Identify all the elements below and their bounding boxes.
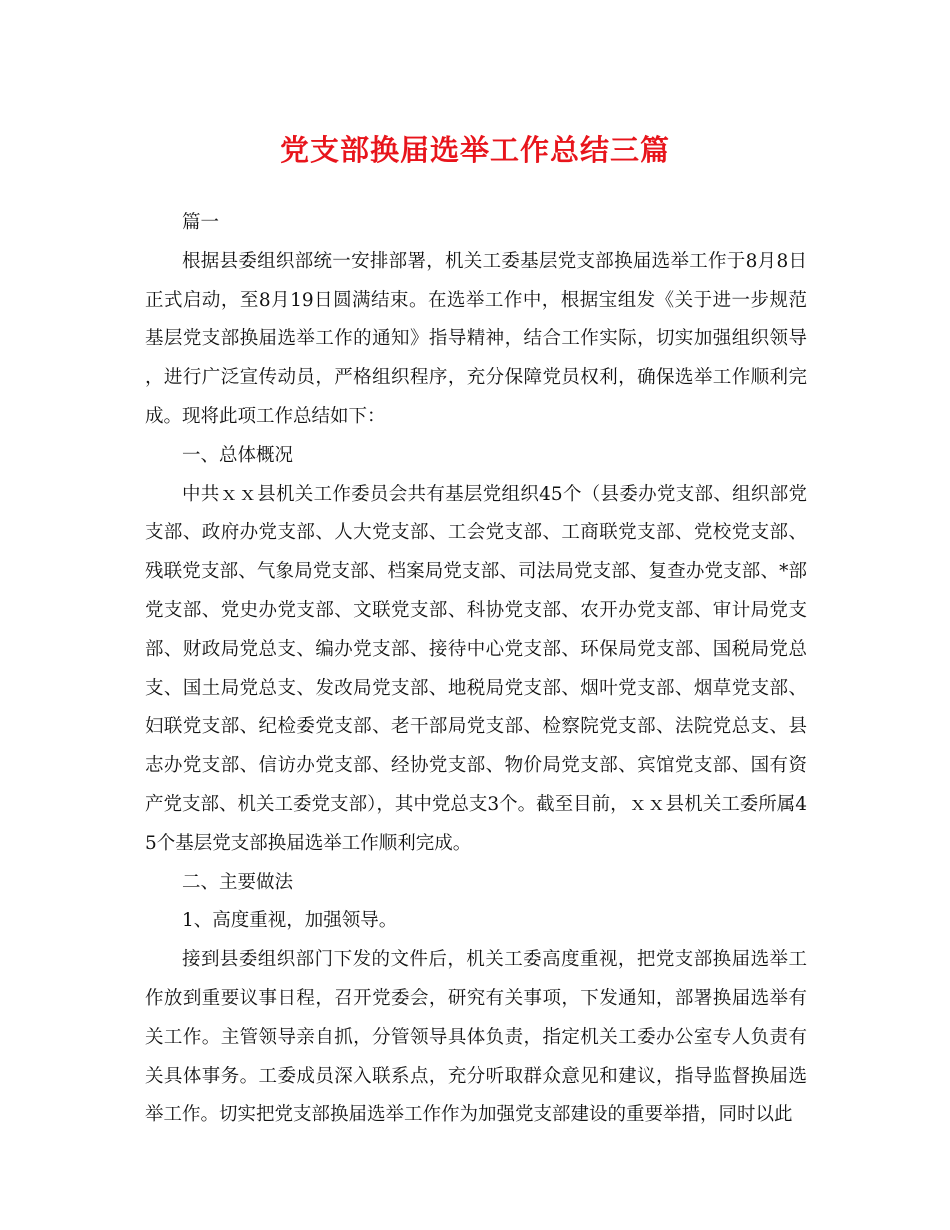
section-heading-part-one: 篇一	[182, 212, 220, 233]
subsection-heading-leadership: 1、高度重视，加强领导。	[182, 910, 398, 932]
section-heading-overview: 一、总体概况	[182, 444, 294, 466]
leadership-paragraph: 接到县委组织部门下发的文件后，机关工委高度重视，把党支部换届选举工作放到重要议事日程，召开党委会，研究有关事项，下发通知，部署换届选举有关工作。主管领导亲自抓，分管领导具体负责，指定机关工委办公室专人负责有关具体事务。工委成员深入联系点，充分听取群众意见和建议，指导监督换届选举工作。切实把党支部换届选举工作作为加强党支部建设的重要举措，同时以此	[145, 949, 807, 1126]
document-body	[145, 204, 807, 1135]
document-title: 党支部换届选举工作总结三篇	[279, 133, 670, 167]
intro-paragraph: 根据县委组织部统一安排部署，机关工委基层党支部换届选举工作于8月8日正式启动，至8月19日圆满结束。在选举工作中，根据宝组发《关于进一步规范基层党支部换届选举工作的通知》指导精神，结合工作实际，切实加强组织领导，进行广泛宣传动员，严格组织程序，充分保障党员权利，确保选举工作顺利完成。现将此项工作总结如下：	[145, 250, 807, 427]
overview-paragraph: 中共ｘｘ县机关工作委员会共有基层党组织45个（县委办党支部、组织部党支部、政府办党支部、人大党支部、工会党支部、工商联党支部、党校党支部、残联党支部、气象局党支部、档案局党支部、司法局党支部、复查办党支部、*部党支部、党史办党支部、文联党支部、科协党支部、农开办党支部、审计局党支部、财政局党总支、编办党支部、接待中心党支部、环保局党支部、国税局党总支、国土局党总支、发改局党支部、地税局党支部、烟叶党支部、烟草党支部、妇联党支部、纪检委党支部、老干部局党支部、检察院党支部、法院党总支、县志办党支部、信访办党支部、经协党支部、物价局党支部、宾馆党支部、国有资产党支部、机关工委党支部），其中党总支3个。截至目前，ｘｘ县机关工委所属45个基层党支部换届选举工作顺利完成。	[145, 483, 807, 854]
section-heading-main-practices: 二、主要做法	[182, 871, 294, 893]
